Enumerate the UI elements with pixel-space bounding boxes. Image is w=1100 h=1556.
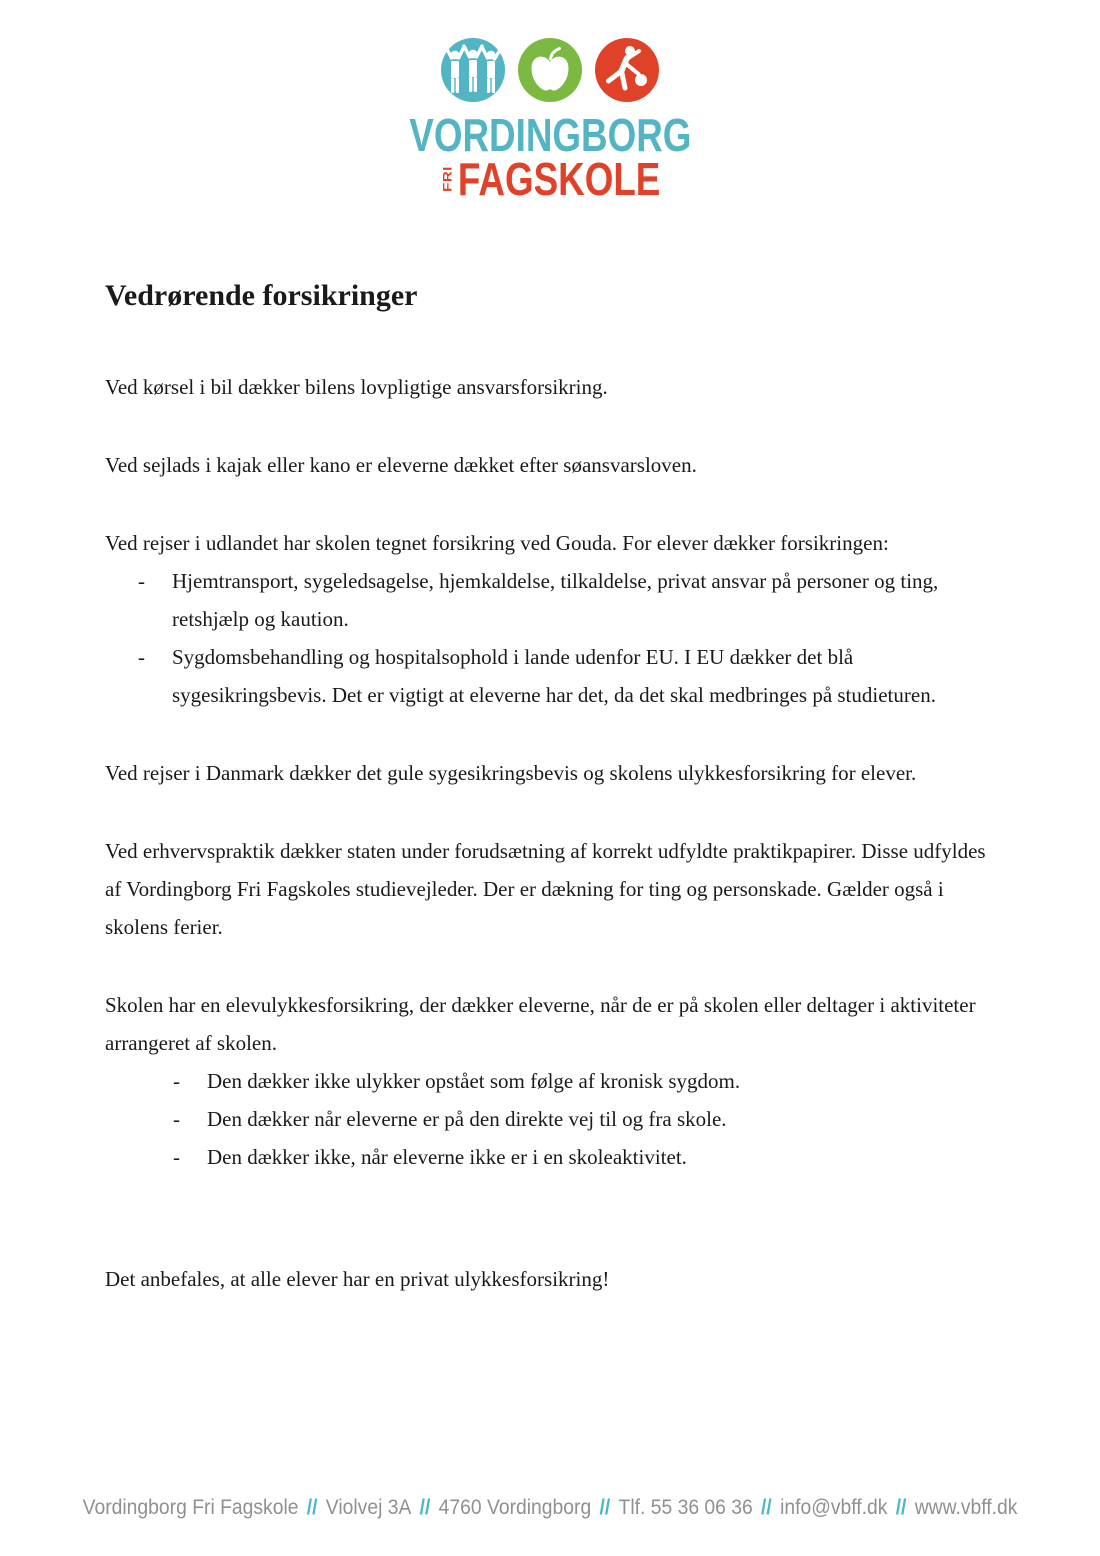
travel-insurance-list <box>105 562 997 714</box>
footer-school-name: Vordingborg Fri Fagskole <box>82 1496 299 1519</box>
list-item-text: Hjemtransport, sygeledsagelse, hjemkaldelse, tilkaldelse, privat ansvar på personer og ting, retshjælp og kaution. <box>172 569 939 631</box>
list-item <box>105 1062 997 1100</box>
footer-contact-line <box>83 1496 1018 1520</box>
bullet-dash: - <box>173 1107 180 1131</box>
bullet-dash: - <box>138 569 145 593</box>
logo-wordmark-fri: FRI <box>440 166 454 192</box>
logo-wordmark-fagskole: FAGSKOLE <box>457 153 661 205</box>
paragraph-internship: Ved erhvervspraktik dækker staten under forudsætning af korrekt udfyldte praktikpapirer. Disse udfyldes af Vordingborg Fri Fagskoles studievejleder. Der er dækning for ting og personskade. Gælder også i skolens ferier. <box>105 839 986 939</box>
footer-separator: // <box>419 1496 431 1519</box>
paragraph-denmark: Ved rejser i Danmark dækker det gule sygesikringsbevis og skolens ulykkesforsikring for elever. <box>105 761 917 785</box>
logo-wordmark-vordingborg: VORDINGBORG <box>408 109 692 161</box>
footer-city: 4760 Vordingborg <box>438 1496 592 1519</box>
list-item <box>105 638 997 714</box>
logo-wordmark-fri-box <box>440 159 454 199</box>
page-title: Vedrørende forsikringer <box>105 279 418 312</box>
apple-icon <box>518 38 582 102</box>
footer-separator: // <box>761 1496 772 1519</box>
logo-wordmark <box>408 109 692 205</box>
paragraph-travel-abroad: Ved rejser i udlandet har skolen tegnet forsikring ved Gouda. For elever dækker forsikringen: <box>105 531 889 555</box>
list-item <box>105 1138 997 1176</box>
paragraph-recommendation: Det anbefales, at alle elever har en privat ulykkesforsikring! <box>105 1267 610 1291</box>
footer-email: info@vbff.dk <box>780 1496 888 1519</box>
list-item-text: Den dækker ikke ulykker opstået som følge af kronisk sygdom. <box>207 1069 741 1093</box>
document-body <box>105 278 997 1338</box>
list-item <box>105 1100 997 1138</box>
footer-separator: // <box>306 1496 318 1519</box>
list-item-text: Den dækker ikke, når eleverne ikke er i en skoleaktivitet. <box>207 1145 687 1169</box>
paragraph-accident-insurance: Skolen har en elevulykkesforsikring, der dækker eleverne, når de er på skolen eller deltager i aktiviteter arrangeret af skolen. <box>105 993 976 1055</box>
list-item <box>105 562 997 638</box>
list-item-text: Sygdomsbehandling og hospitalsophold i lande udenfor EU. I EU dækker det blå sygesikringsbevis. Det er vigtigt at eleverne har det, da det skal medbringes på studieturen. <box>172 645 936 707</box>
list-item-text: Den dækker når eleverne er på den direkte vej til og fra skole. <box>207 1107 727 1131</box>
bullet-dash: - <box>138 645 145 669</box>
logo-wordmark-line2 <box>440 153 661 205</box>
accident-insurance-list <box>105 1062 997 1176</box>
bullet-dash: - <box>173 1069 180 1093</box>
footer-separator: // <box>895 1496 907 1519</box>
paragraph-car: Ved kørsel i bil dækker bilens lovpligtige ansvarsforsikring. <box>105 375 608 399</box>
people-icon <box>441 38 505 102</box>
footer-street: Violvej 3A <box>325 1496 412 1519</box>
footer-phone: Tlf. 55 36 06 36 <box>618 1496 753 1519</box>
basketball-player-icon <box>595 38 659 102</box>
footer-separator: // <box>599 1496 611 1519</box>
school-logo <box>0 38 1100 205</box>
page-footer <box>0 1496 1100 1520</box>
paragraph-kayak: Ved sejlads i kajak eller kano er eleverne dækket efter søansvarsloven. <box>105 453 697 477</box>
footer-website: www.vbff.dk <box>914 1496 1018 1519</box>
bullet-dash: - <box>173 1145 180 1169</box>
logo-circles <box>441 38 659 102</box>
